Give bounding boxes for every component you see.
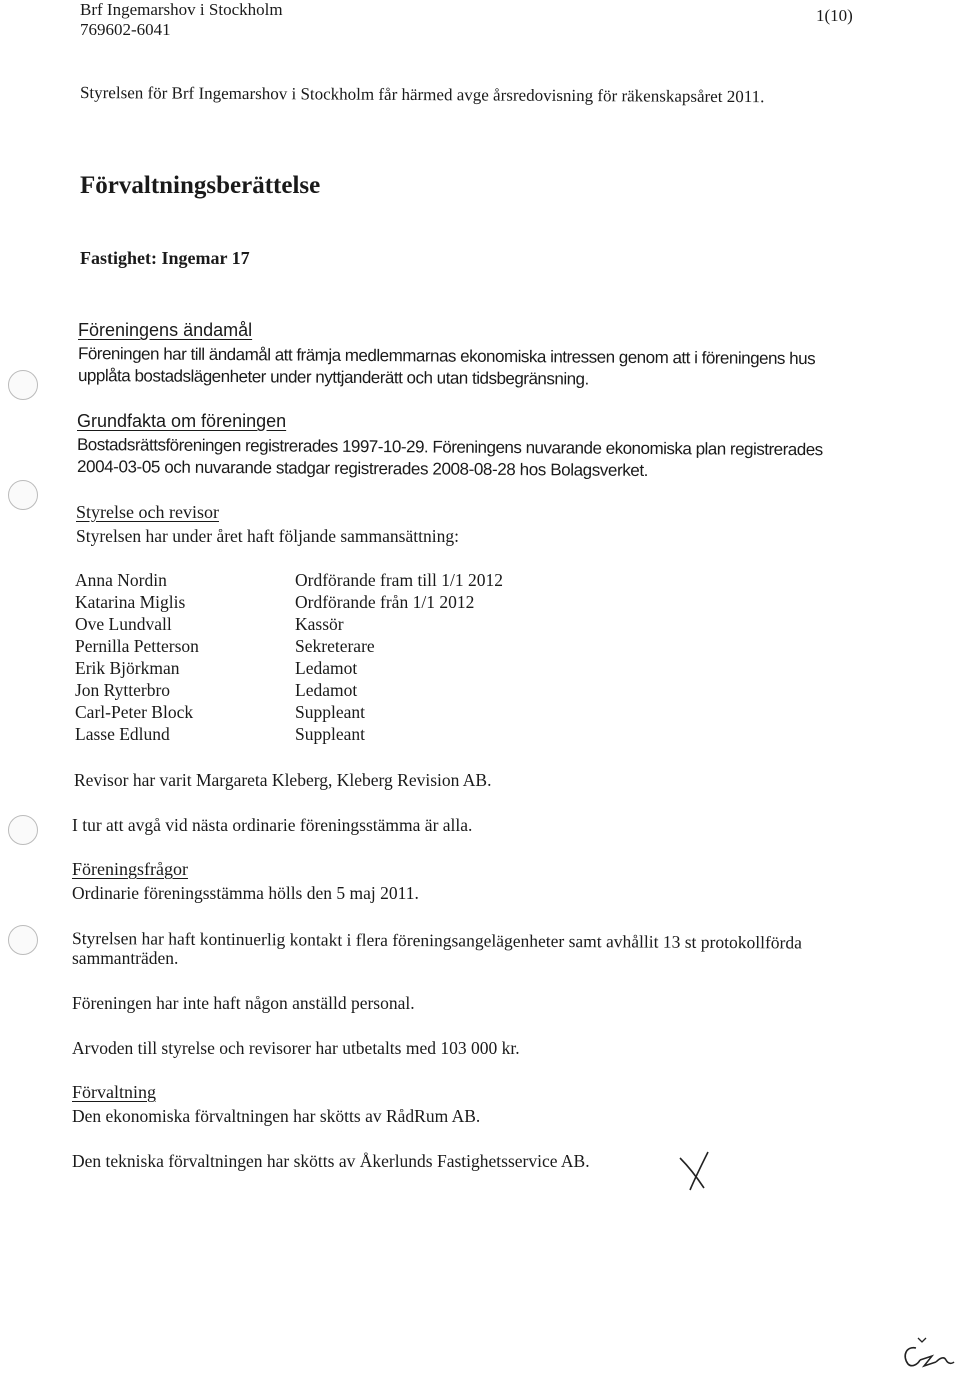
member-role: Ordförande från 1/1 2012 bbox=[295, 592, 475, 612]
board-member-row bbox=[75, 679, 503, 701]
board-member-row bbox=[75, 591, 503, 613]
org-name: Brf Ingemarshov i Stockholm bbox=[80, 0, 283, 19]
purpose-line-1: Föreningen har till ändamål att främja medlemmarnas ekonomiska intressen genom att i föreningens hus bbox=[77, 344, 816, 369]
hole-punch bbox=[8, 815, 38, 845]
board-member-row bbox=[75, 657, 503, 679]
fees-text: Arvoden till styrelse och revisorer har utbetalts med 103 000 kr. bbox=[72, 1038, 520, 1058]
member-role: Ledamot bbox=[295, 658, 358, 678]
intro-text: Styrelsen för Brf Ingemarshov i Stockholm får härmed avge årsredovisning för räkenskapsåret 2011. bbox=[79, 83, 765, 107]
member-name: Ove Lundvall bbox=[75, 614, 172, 634]
member-name: Katarina Miglis bbox=[75, 592, 186, 612]
board-member-row bbox=[75, 723, 503, 745]
hole-punch bbox=[8, 925, 38, 955]
section-heading-association: Föreningsfrågor bbox=[72, 859, 188, 879]
board-member-row bbox=[75, 569, 503, 591]
member-role: Ordförande fram till 1/1 2012 bbox=[295, 570, 504, 590]
facts-line-1: Bostadsrättsföreningen registrerades 1997-10-29. Föreningens nuvarande ekonomiska plan registrerades bbox=[76, 435, 823, 460]
economic-management-text: Den ekonomiska förvaltningen har skötts av RådRum AB. bbox=[72, 1106, 481, 1126]
member-role: Kassör bbox=[295, 614, 344, 634]
member-role: Suppleant bbox=[295, 702, 365, 722]
page-title: Förvaltningsberättelse bbox=[80, 172, 321, 199]
member-role: Ledamot bbox=[295, 680, 358, 700]
member-name: Erik Björkman bbox=[75, 658, 180, 678]
board-member-row bbox=[75, 701, 503, 723]
property-label: Fastighet: Ingemar 17 bbox=[80, 248, 250, 268]
section-heading-board: Styrelse och revisor bbox=[76, 502, 219, 522]
member-role: Sekreterare bbox=[295, 636, 375, 656]
page-number: 1(10) bbox=[816, 6, 853, 25]
handwritten-initials bbox=[898, 1334, 956, 1374]
member-name: Lasse Edlund bbox=[75, 724, 170, 744]
hole-punch bbox=[8, 370, 38, 400]
board-intro: Styrelsen har under året haft följande sammansättning: bbox=[76, 526, 459, 546]
facts-line-2: 2004-03-05 och nuvarande stadgar registrerades 2008-08-28 hos Bolagsverket. bbox=[76, 457, 649, 480]
technical-management-text: Den tekniska förvaltningen har skötts av Åkerlunds Fastighetsservice AB. bbox=[72, 1151, 590, 1171]
auditor-text: Revisor har varit Margareta Kleberg, Kleberg Revision AB. bbox=[74, 770, 492, 790]
purpose-line-2: upplåta bostadslägenheter under nyttjanderätt och utan tidsbegränsning. bbox=[77, 366, 589, 389]
member-name: Carl-Peter Block bbox=[75, 702, 194, 722]
section-heading-management: Förvaltning bbox=[72, 1082, 156, 1102]
board-member-row bbox=[75, 635, 503, 657]
section-heading-purpose: Föreningens ändamål bbox=[78, 320, 253, 340]
member-role: Suppleant bbox=[295, 724, 365, 744]
board-meetings-line-2: sammanträden. bbox=[72, 948, 179, 968]
hole-punch bbox=[8, 480, 38, 510]
board-meetings-line-1: Styrelsen har haft kontinuerlig kontakt i flera föreningsangelägenheter samt avhållit 13 st protokollförda bbox=[71, 928, 802, 953]
handwritten-check-mark bbox=[676, 1148, 716, 1192]
member-name: Anna Nordin bbox=[75, 570, 167, 590]
board-members-list bbox=[75, 569, 503, 745]
member-name: Pernilla Petterson bbox=[75, 636, 199, 656]
member-name: Jon Rytterbro bbox=[75, 680, 171, 700]
rotation-text: I tur att avgå vid nästa ordinarie föreningsstämma är alla. bbox=[72, 815, 473, 835]
org-number: 769602-6041 bbox=[80, 20, 171, 39]
staff-text: Föreningen har inte haft någon anställd personal. bbox=[72, 993, 415, 1013]
section-heading-facts: Grundfakta om föreningen bbox=[77, 411, 287, 431]
meeting-text: Ordinarie föreningsstämma hölls den 5 maj 2011. bbox=[72, 883, 419, 903]
board-member-row bbox=[75, 613, 503, 635]
